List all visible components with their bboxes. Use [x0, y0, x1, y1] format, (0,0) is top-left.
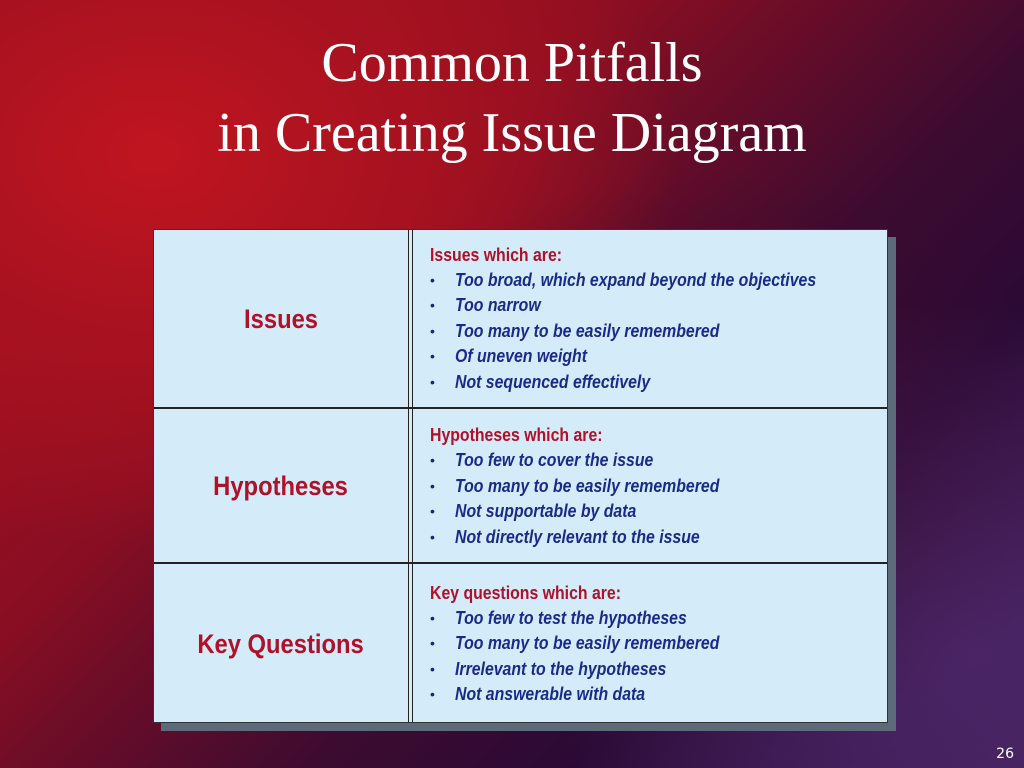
- row-divider: [154, 562, 887, 564]
- bullet-icon: •: [430, 635, 435, 651]
- slide-title-line-2: in Creating Issue Diagram: [217, 102, 807, 164]
- content-heading: Issues which are:: [430, 244, 563, 265]
- bullet-text: Not directly relevant to the issue: [455, 526, 700, 547]
- list-item: [430, 474, 880, 500]
- list-item: [430, 268, 880, 294]
- bullet-text: Too narrow: [455, 295, 541, 316]
- bullet-text: Too many to be easily remembered: [455, 320, 720, 341]
- list-item: [430, 682, 880, 708]
- column-divider: [408, 230, 413, 722]
- page-number: 26: [996, 746, 1014, 762]
- list-item: [430, 631, 880, 657]
- bullet-text: Too many to be easily remembered: [455, 475, 720, 496]
- bullet-icon: •: [430, 686, 435, 702]
- bullet-text: Irrelevant to the hypotheses: [455, 658, 667, 679]
- bullet-list: [430, 448, 880, 550]
- bullet-icon: •: [430, 660, 435, 677]
- bullet-icon: •: [430, 452, 435, 468]
- list-item: [430, 499, 880, 525]
- list-item: [430, 448, 880, 474]
- table-row-hypotheses: [154, 410, 887, 563]
- row-content-hypotheses: [430, 410, 880, 563]
- bullet-icon: •: [430, 503, 435, 519]
- row-content-key-questions: [430, 566, 880, 722]
- bullet-icon: •: [430, 477, 435, 494]
- list-item: [430, 293, 880, 319]
- bullet-icon: •: [430, 609, 435, 626]
- bullet-icon: •: [430, 348, 435, 365]
- bullet-text: Too few to test the hypotheses: [455, 607, 687, 628]
- bullet-icon: •: [430, 297, 435, 314]
- list-item: [430, 370, 880, 396]
- row-divider: [154, 407, 887, 409]
- bullet-text: Of uneven weight: [455, 346, 588, 367]
- bullet-text: Not supportable by data: [455, 501, 637, 521]
- bullet-text: Too broad, which expand beyond the objectives: [455, 269, 817, 290]
- row-content-issues: [430, 230, 880, 408]
- bullet-text: Not answerable with data: [455, 684, 646, 704]
- table-row-issues: [154, 230, 887, 408]
- list-item: [430, 525, 880, 551]
- row-label-text: Issues: [244, 303, 318, 334]
- pitfalls-table: [153, 229, 888, 723]
- bullet-text: Too few to cover the issue: [455, 450, 654, 470]
- row-label-issues: [154, 230, 408, 408]
- bullet-text: Too many to be easily remembered: [455, 633, 720, 653]
- row-label-text: Hypotheses: [213, 471, 349, 501]
- row-label-key-questions: [154, 566, 408, 722]
- row-label-hypotheses: [154, 410, 408, 563]
- slide-title-line-1: Common Pitfalls: [321, 32, 703, 94]
- bullet-icon: •: [430, 373, 435, 390]
- list-item: [430, 657, 880, 683]
- list-item: [430, 319, 880, 345]
- table-row-key-questions: [154, 566, 887, 722]
- content-heading: Key questions which are:: [430, 582, 622, 603]
- slide-title: [0, 28, 1024, 168]
- bullet-list: [430, 606, 880, 708]
- content-heading: Hypotheses which are:: [430, 425, 603, 445]
- bullet-text: Not sequenced effectively: [455, 371, 651, 392]
- bullet-icon: •: [430, 528, 435, 545]
- bullet-list: [430, 268, 880, 396]
- bullet-icon: •: [430, 322, 435, 339]
- row-label-text: Key Questions: [197, 628, 365, 659]
- list-item: [430, 606, 880, 632]
- bullet-icon: •: [430, 271, 435, 288]
- list-item: [430, 344, 880, 370]
